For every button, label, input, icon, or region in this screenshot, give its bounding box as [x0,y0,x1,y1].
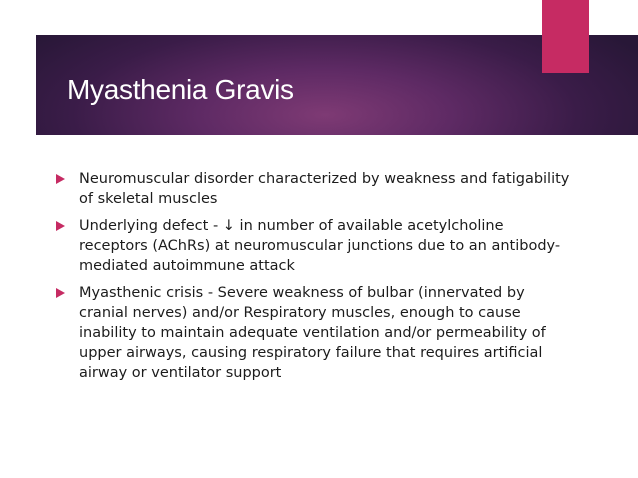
bullet-item-1 [56,169,576,209]
right-triangle-icon [56,288,65,298]
bullet-list [56,169,576,390]
accent-square [542,0,589,73]
right-triangle-icon [56,174,65,184]
bullet-text-3: Myasthenic crisis - Severe weakness of bulbar (innervated by cranial nerves) and/or Respiratory muscles, enough to cause inability to maintain adequate ventilation and/or permeability of upper airways, causing respiratory failure that requires artificial airway or ventilator support [79,285,546,381]
bullet-item-3 [56,283,576,383]
slide-title: Myasthenia Gravis [67,74,294,105]
bullet-text-1: Neuromuscular disorder characterized by weakness and fatigability of skeletal muscles [79,171,570,207]
right-triangle-icon [56,221,65,231]
bullet-item-2 [56,216,576,276]
bullet-text-2: Underlying defect - ↓ in number of available acetylcholine receptors (AChRs) at neuromuscular junctions due to an antibody-mediated autoimmune attack [79,218,561,274]
